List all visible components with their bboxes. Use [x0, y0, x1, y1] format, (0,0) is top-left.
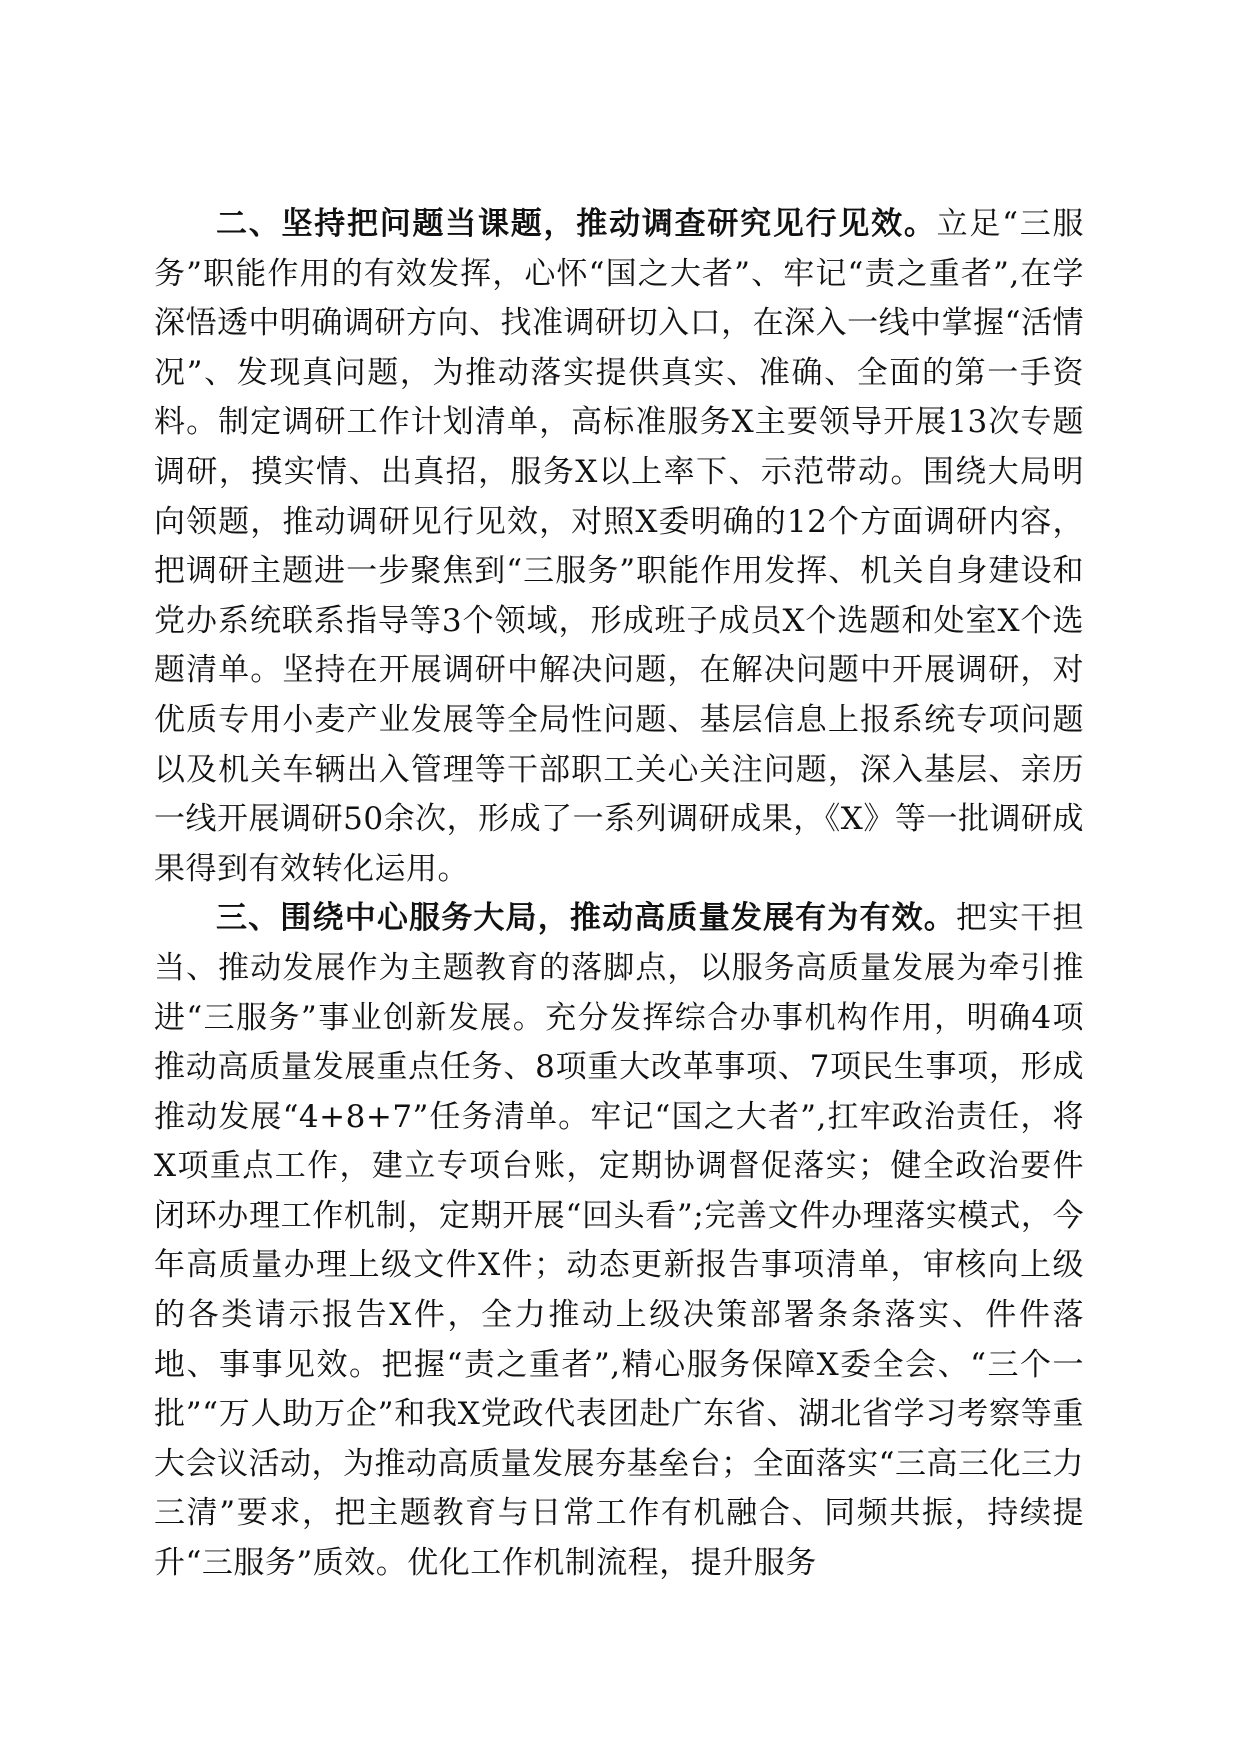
paragraph-section-3: [154, 894, 1084, 1588]
section-3-body: 把实干担当、推动发展作为主题教育的落脚点，以服务高质量发展为牵引推进“三服务”事业创新发展。充分发挥综合办事机构作用，明确4项推动高质量发展重点任务、8项重大改革事项、7项民生事项，形成推动发展“4+8+7”任务清单。牢记“国之大者”,扛牢政治责任，将X项重点工作，建立专项台账，定期协调督促落实；健全政治要件闭环办理工作机制，定期开展“回头看”;完善文件办理落实模式，今年高质量办理上级文件X件；动态更新报告事项清单，审核向上级的各类请示报告X件，全力推动上级决策部署条条落实、件件落地、事事见效。把握“责之重者”,精心服务保障X委全会、“三个一批”“万人助万企”和我X党政代表团赴广东省、湖北省学习考察等重大会议活动，为推动高质量发展夯基垒台；全面落实“三高三化三力三清”要求，把主题教育与日常工作有机融合、同频共振，持续提升“三服务”质效。优化工作机制流程，提升服务: [154, 900, 1085, 1582]
document-body: [154, 200, 1084, 1589]
section-2-body: 立足“三服务”职能作用的有效发挥，心怀“国之大者”、牢记“责之重者”,在学深悟透中明确调研方向、找准调研切入口，在深入一线中掌握“活情况”、发现真问题，为推动落实提供真实、准确、全面的第一手资料。制定调研工作计划清单，高标准服务X主要领导开展13次专题调研，摸实情、出真招，服务X以上率下、示范带动。围绕大局明向领题，推动调研见行见效，对照X委明确的12个方面调研内容，把调研主题进一步聚焦到“三服务”职能作用发挥、机关自身建设和党办系统联系指导等3个领域，形成班子成员X个选题和处室X个选题清单。坚持在开展调研中解决问题，在解决问题中开展调研，对优质专用小麦产业发展等全局性问题、基层信息上报系统专项问题以及机关车辆出入管理等干部职工关心关注问题，深入基层、亲历一线开展调研50余次，形成了一系列调研成果，《X》等一批调研成果得到有效转化运用。: [154, 206, 1084, 887]
section-2-heading: 二、坚持把问题当课题，推动调查研究见行见效。: [216, 206, 937, 242]
paragraph-section-2: [154, 200, 1084, 894]
section-3-heading: 三、围绕中心服务大局，推动高质量发展有为有效。: [216, 900, 956, 937]
